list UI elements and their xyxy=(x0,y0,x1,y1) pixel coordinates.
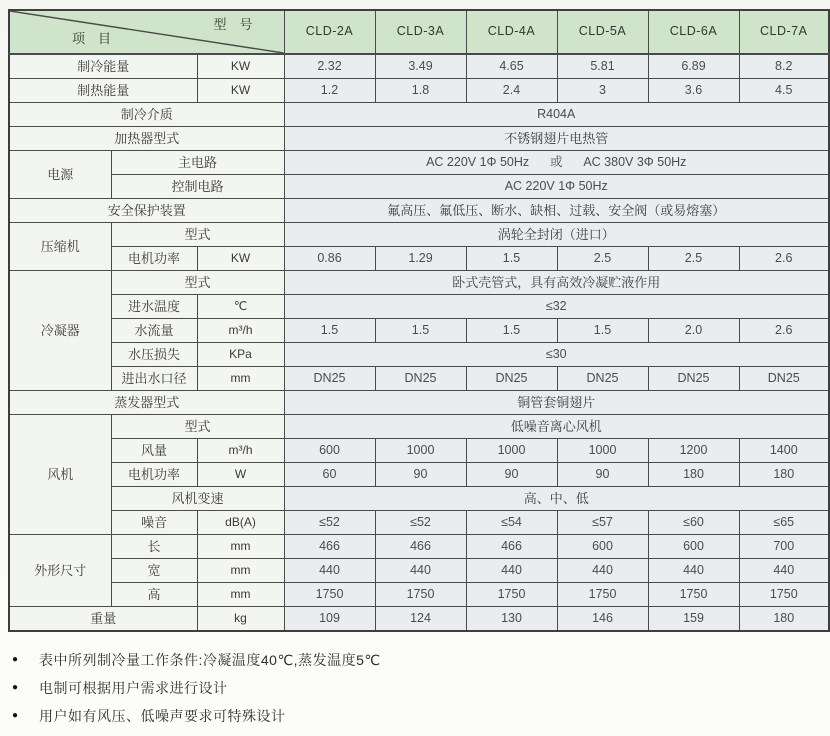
value-cell: 1.5 xyxy=(466,247,557,271)
value-cell: 3.49 xyxy=(375,54,466,79)
corner-item-label: 项目 xyxy=(72,31,125,47)
value-cell: 2.5 xyxy=(648,247,739,271)
value-cell: 146 xyxy=(557,607,648,632)
value-cell: 2.32 xyxy=(284,54,375,79)
value-cell: 440 xyxy=(284,559,375,583)
value-cell: 1000 xyxy=(557,439,648,463)
value-cell: ≤65 xyxy=(739,511,829,535)
value-cell: 180 xyxy=(739,463,829,487)
group-label-cell: 风机 xyxy=(9,415,111,535)
unit-cell: kg xyxy=(197,607,284,632)
value-cell: 涡轮全封闭（进口） xyxy=(284,223,829,247)
row-heating-capacity xyxy=(9,79,829,103)
value-cell: 1200 xyxy=(648,439,739,463)
bullet-icon: ● xyxy=(12,682,19,693)
value-cell: 0.86 xyxy=(284,247,375,271)
value-cell: AC 220V 1Φ 50Hz xyxy=(284,175,829,199)
row-heater-type xyxy=(9,127,829,151)
model-header-cell: CLD-4A xyxy=(466,10,557,54)
row-pressure-loss xyxy=(9,343,829,367)
row-label-cell: 风量 xyxy=(111,439,197,463)
value-cell: DN25 xyxy=(648,367,739,391)
unit-cell: mm xyxy=(197,535,284,559)
model-header-cell: CLD-7A xyxy=(739,10,829,54)
value-cell: 卧式壳管式，具有高效冷凝贮液作用 xyxy=(284,271,829,295)
value-cell: DN25 xyxy=(284,367,375,391)
value-cell: 1750 xyxy=(557,583,648,607)
row-label-cell: 控制电路 xyxy=(111,175,284,199)
value-cell: 低噪音离心风机 xyxy=(284,415,829,439)
row-evaporator-type xyxy=(9,391,829,415)
row-length xyxy=(9,535,829,559)
row-label-cell: 长 xyxy=(111,535,197,559)
footnote-text: 表中所列制冷量工作条件:冷凝温度40℃,蒸发温度5℃ xyxy=(39,652,381,668)
value-cell: 1000 xyxy=(466,439,557,463)
spec-table xyxy=(8,9,830,632)
footnote-text: 用户如有风压、低噪声要求可特殊设计 xyxy=(39,708,286,724)
value-cell: 440 xyxy=(648,559,739,583)
value-cell: 60 xyxy=(284,463,375,487)
value-cell: 2.5 xyxy=(557,247,648,271)
value-cell: 466 xyxy=(375,535,466,559)
model-header-cell: CLD-5A xyxy=(557,10,648,54)
value-cell: 440 xyxy=(557,559,648,583)
row-label-cell: 型式 xyxy=(111,223,284,247)
value-cell: 159 xyxy=(648,607,739,632)
value-cell: 1750 xyxy=(466,583,557,607)
value-cell: 1750 xyxy=(284,583,375,607)
row-label-cell: 主电路 xyxy=(111,151,284,175)
value-cell: 1.8 xyxy=(375,79,466,103)
value-cell: 109 xyxy=(284,607,375,632)
value-cell: 180 xyxy=(648,463,739,487)
bullet-icon: ● xyxy=(12,710,19,721)
value-cell: 600 xyxy=(557,535,648,559)
value-cell: 1.5 xyxy=(284,319,375,343)
row-inlet-temp xyxy=(9,295,829,319)
footnotes xyxy=(12,651,772,735)
footnote xyxy=(12,679,772,697)
diagonal-header-cell xyxy=(9,10,284,54)
unit-cell: mm xyxy=(197,583,284,607)
group-label-cell: 压缩机 xyxy=(9,223,111,271)
value-cell: DN25 xyxy=(557,367,648,391)
row-label-cell: 制冷介质 xyxy=(9,103,284,127)
header-row xyxy=(9,10,829,54)
bullet-icon: ● xyxy=(12,654,19,665)
row-fan-type xyxy=(9,415,829,439)
row-label-cell: 噪音 xyxy=(111,511,197,535)
value-cell: 600 xyxy=(284,439,375,463)
row-label-cell: 安全保护装置 xyxy=(9,199,284,223)
value-cell: ≤30 xyxy=(284,343,829,367)
value-cell: 130 xyxy=(466,607,557,632)
value-cell: 440 xyxy=(375,559,466,583)
footnote xyxy=(12,651,772,669)
row-label-cell: 电机功率 xyxy=(111,463,197,487)
model-header-cell: CLD-6A xyxy=(648,10,739,54)
value-cell: ≤52 xyxy=(284,511,375,535)
footnote-text: 电制可根据用户需求进行设计 xyxy=(39,680,228,696)
value-cell: 4.65 xyxy=(466,54,557,79)
row-width xyxy=(9,559,829,583)
value-cell: 1750 xyxy=(739,583,829,607)
row-fan-power xyxy=(9,463,829,487)
value-cell: 4.5 xyxy=(739,79,829,103)
value-cell: 1400 xyxy=(739,439,829,463)
row-label-cell: 加热器型式 xyxy=(9,127,284,151)
unit-cell: m³/h xyxy=(197,319,284,343)
unit-cell: KW xyxy=(197,54,284,79)
value-cell: ≤60 xyxy=(648,511,739,535)
row-water-flow xyxy=(9,319,829,343)
value-cell: 氟高压、氟低压、断水、缺相、过载、安全阀（或易熔塞） xyxy=(284,199,829,223)
row-pipe-diameter xyxy=(9,367,829,391)
row-label-cell: 重量 xyxy=(9,607,197,632)
row-refrigerant xyxy=(9,103,829,127)
unit-cell: W xyxy=(197,463,284,487)
group-label-cell: 电源 xyxy=(9,151,111,199)
value-cell: 高、中、低 xyxy=(284,487,829,511)
row-label-cell: 进出水口径 xyxy=(111,367,197,391)
value-cell: 124 xyxy=(375,607,466,632)
unit-cell: KW xyxy=(197,79,284,103)
group-label-cell: 冷凝器 xyxy=(9,271,111,391)
row-label-cell: 型式 xyxy=(111,415,284,439)
row-control-circuit xyxy=(9,175,829,199)
row-compressor-type xyxy=(9,223,829,247)
group-label-cell: 外形尺寸 xyxy=(9,535,111,607)
value-cell: 90 xyxy=(375,463,466,487)
unit-cell: KW xyxy=(197,247,284,271)
unit-cell: KPa xyxy=(197,343,284,367)
value-cell: ≤32 xyxy=(284,295,829,319)
value-cell: R404A xyxy=(284,103,829,127)
model-header-cell: CLD-2A xyxy=(284,10,375,54)
row-label-cell: 电机功率 xyxy=(111,247,197,271)
row-label-cell: 蒸发器型式 xyxy=(9,391,284,415)
value-cell: 440 xyxy=(466,559,557,583)
value-cell: 1000 xyxy=(375,439,466,463)
value-cell: 1.5 xyxy=(375,319,466,343)
value-cell: 90 xyxy=(557,463,648,487)
unit-cell: dB(A) xyxy=(197,511,284,535)
row-label-cell: 高 xyxy=(111,583,197,607)
row-label-cell: 制热能量 xyxy=(9,79,197,103)
value-cell: 3.6 xyxy=(648,79,739,103)
value-cell: 5.81 xyxy=(557,54,648,79)
row-label-cell: 制冷能量 xyxy=(9,54,197,79)
footnote xyxy=(12,707,772,725)
row-safety xyxy=(9,199,829,223)
row-label-cell: 宽 xyxy=(111,559,197,583)
row-noise xyxy=(9,511,829,535)
value-cell: 90 xyxy=(466,463,557,487)
unit-cell: ℃ xyxy=(197,295,284,319)
value-cell: 铜管套铜翅片 xyxy=(284,391,829,415)
row-fan-speed xyxy=(9,487,829,511)
value-cell: 1.2 xyxy=(284,79,375,103)
value-cell: DN25 xyxy=(466,367,557,391)
row-weight xyxy=(9,607,829,632)
value-cell: 8.2 xyxy=(739,54,829,79)
value-cell: ≤57 xyxy=(557,511,648,535)
value-cell: 2.4 xyxy=(466,79,557,103)
row-label-cell: 水流量 xyxy=(111,319,197,343)
value-cell: 2.6 xyxy=(739,247,829,271)
row-compressor-power xyxy=(9,247,829,271)
corner-model-label: 型号 xyxy=(213,17,266,32)
value-cell: 600 xyxy=(648,535,739,559)
value-cell: 2.6 xyxy=(739,319,829,343)
model-header-cell: CLD-3A xyxy=(375,10,466,54)
value-cell: AC 220V 1Φ 50Hz 或 AC 380V 3Φ 50Hz xyxy=(284,151,829,175)
value-cell: ≤52 xyxy=(375,511,466,535)
row-height xyxy=(9,583,829,607)
row-label-cell: 风机变速 xyxy=(111,487,284,511)
value-cell: 1750 xyxy=(648,583,739,607)
value-cell: 3 xyxy=(557,79,648,103)
value-cell: ≤54 xyxy=(466,511,557,535)
value-cell: 6.89 xyxy=(648,54,739,79)
value-cell: 1.5 xyxy=(557,319,648,343)
unit-cell: mm xyxy=(197,367,284,391)
row-label-cell: 进水温度 xyxy=(111,295,197,319)
unit-cell: m³/h xyxy=(197,439,284,463)
value-cell: 700 xyxy=(739,535,829,559)
value-cell: 440 xyxy=(739,559,829,583)
value-cell: 1.29 xyxy=(375,247,466,271)
value-cell: DN25 xyxy=(739,367,829,391)
value-cell: 2.0 xyxy=(648,319,739,343)
value-cell: 1.5 xyxy=(466,319,557,343)
value-cell: 180 xyxy=(739,607,829,632)
value-cell: 466 xyxy=(284,535,375,559)
value-cell: 不锈钢翅片电热管 xyxy=(284,127,829,151)
unit-cell: mm xyxy=(197,559,284,583)
row-air-volume xyxy=(9,439,829,463)
row-label-cell: 型式 xyxy=(111,271,284,295)
value-cell: DN25 xyxy=(375,367,466,391)
row-main-circuit xyxy=(9,151,829,175)
row-label-cell: 水压损失 xyxy=(111,343,197,367)
value-cell: 466 xyxy=(466,535,557,559)
row-condenser-type xyxy=(9,271,829,295)
value-cell: 1750 xyxy=(375,583,466,607)
row-cooling-capacity xyxy=(9,54,829,79)
